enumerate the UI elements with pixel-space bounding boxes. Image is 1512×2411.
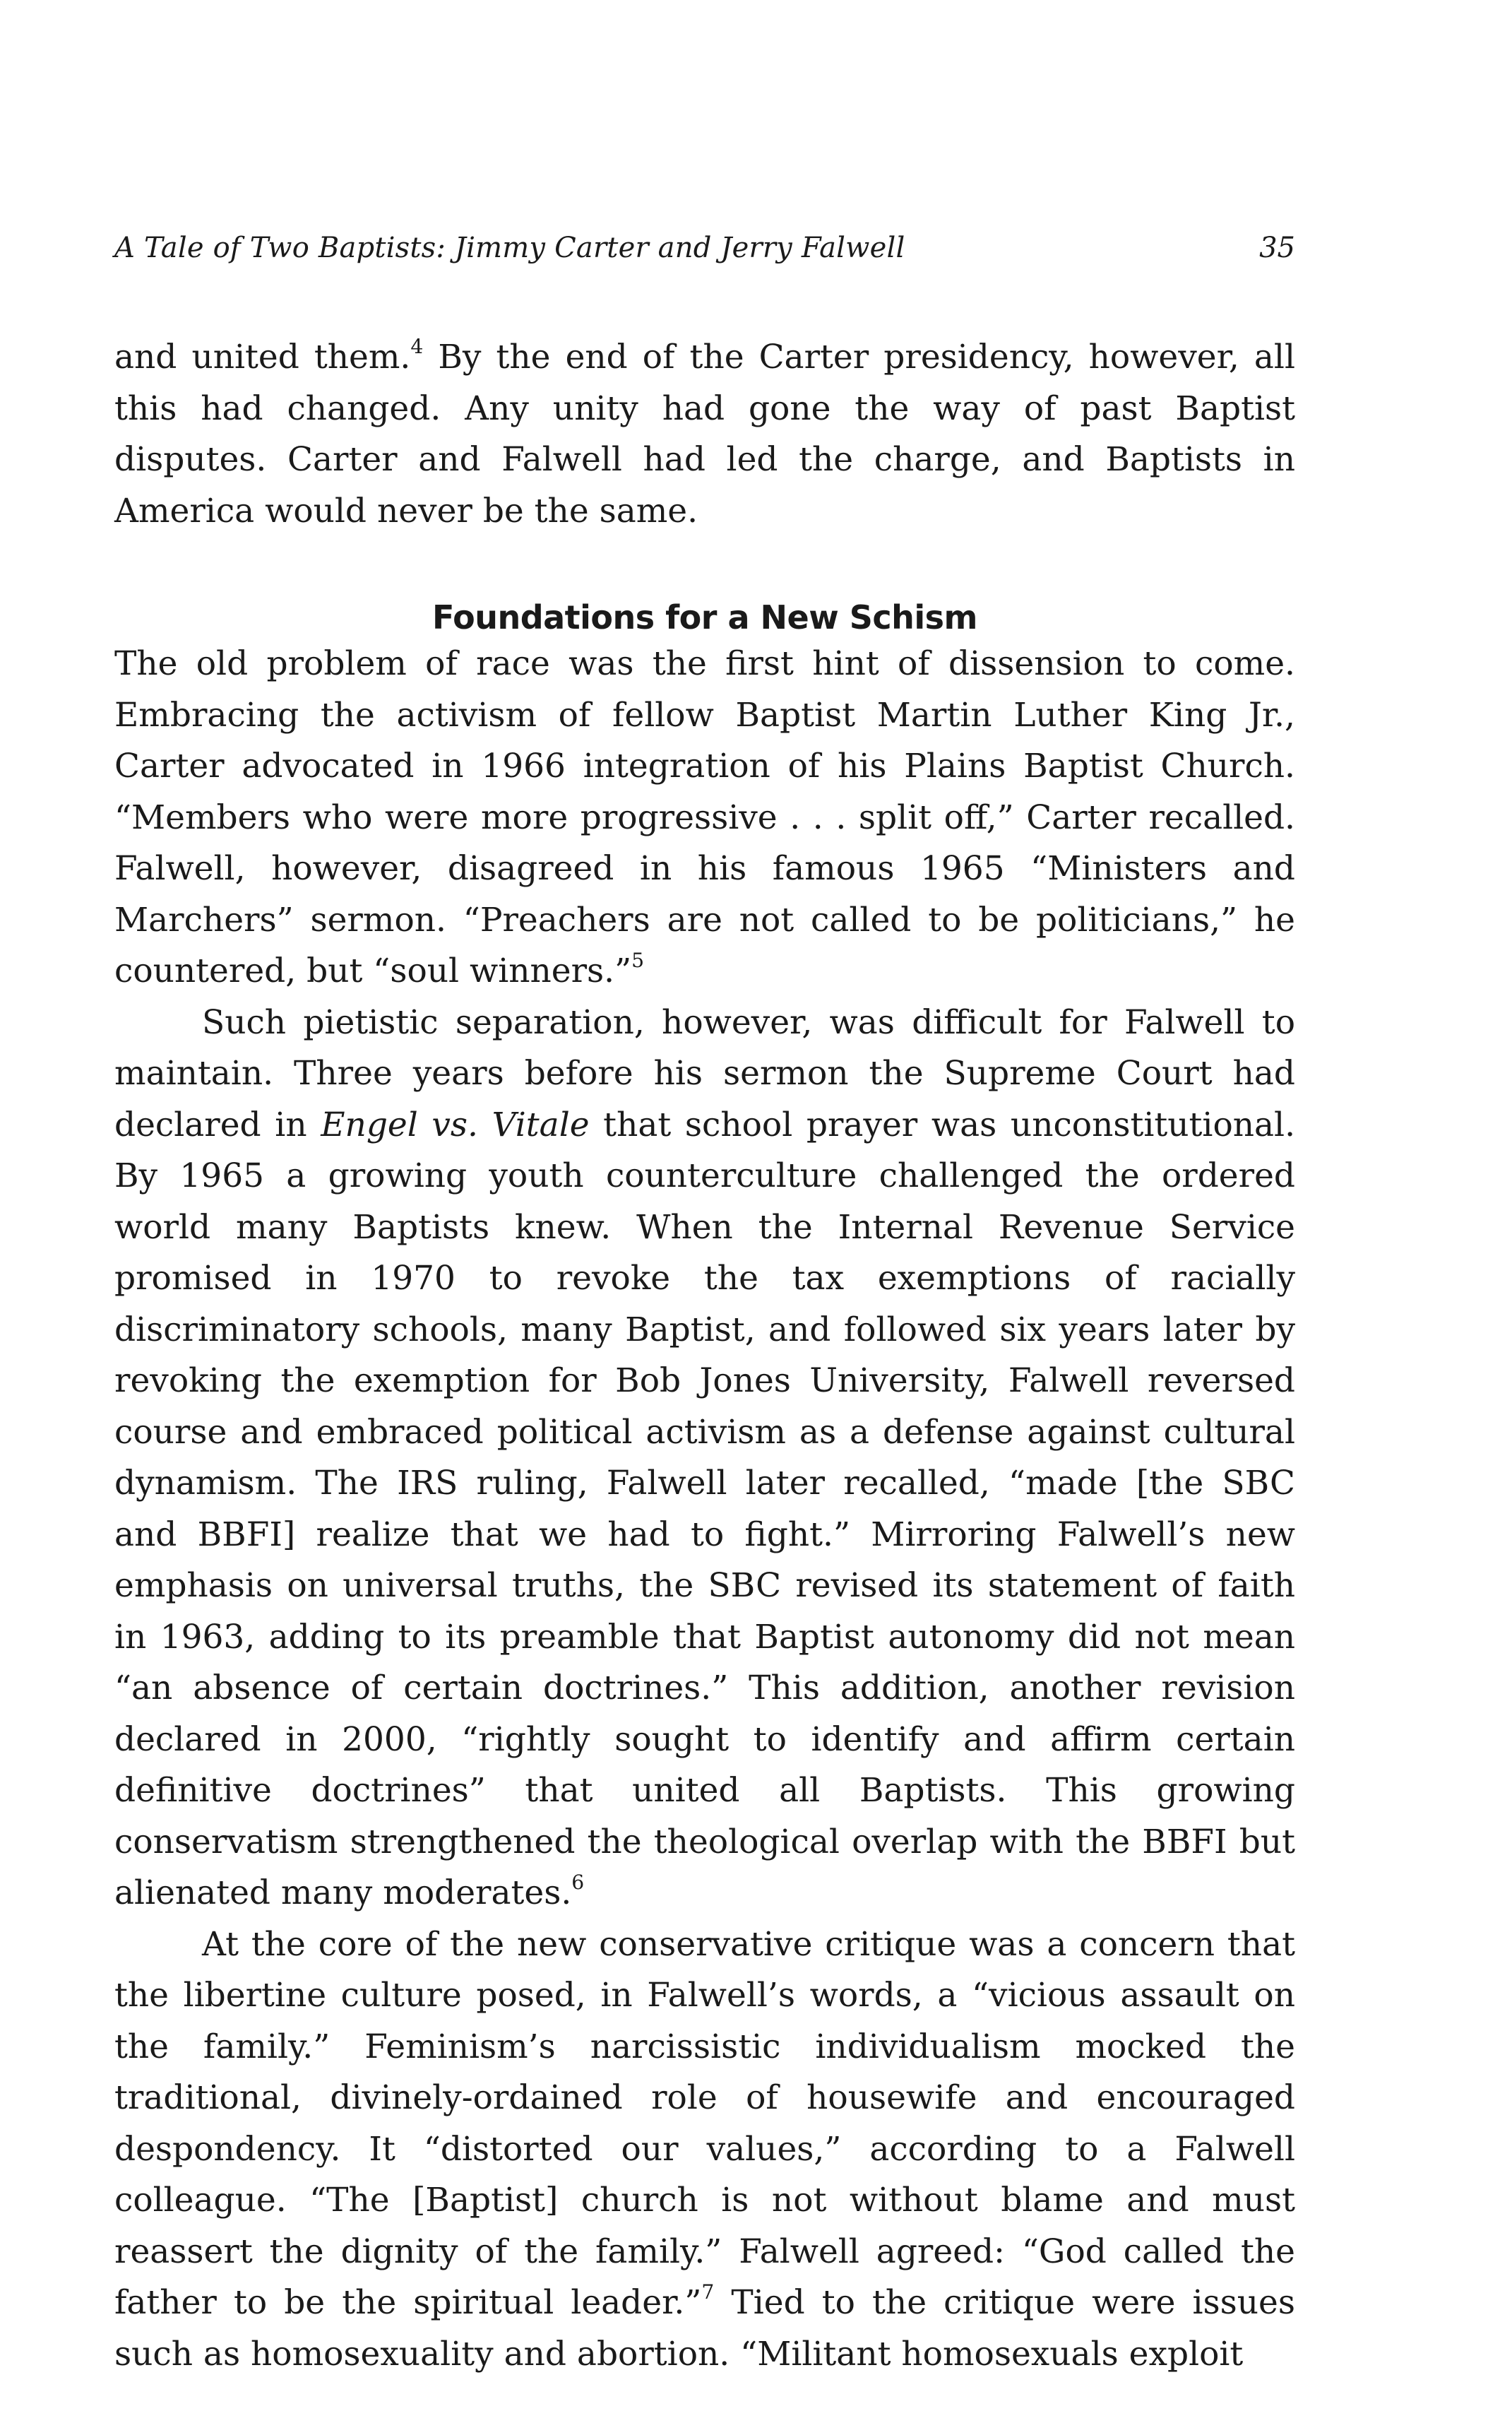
page-number: 35 [1259, 232, 1295, 264]
paragraph-separation-text-1: Such pietistic separation, however, was difficult for Falwell to maintain. Three years before his sermon the Supreme Court had declared in [114, 1002, 1295, 1144]
intro-text-1: and united them. [114, 338, 411, 377]
intro-text-2: By the end of the Carter presidency, however, all this had changed. Any unity had gone the way of past Baptist disputes. Carter and Falwell had led the charge, and Baptists in America would never be the same. [114, 338, 1295, 531]
paragraph-separation-text-2: that school prayer was unconstitutional. By 1965 a growing youth counterculture challenged the ordered world many Baptists knew. When the Internal Revenue Service promised in 1970 to revoke the tax exemptions of racially discriminatory schools, many Baptist, and followed six years later by revoking the exemption for Bob Jones University, Falwell reversed course and embraced political activism as a defense against cultural dynamism. The IRS ruling, Falwell later recalled, “made [the SBC and BBFI] realize that we had to fight.” Mirroring Falwell’s new emphasis on universal truths, the SBC revised its statement of faith in 1963, adding to its preamble that Baptist autonomy did not mean “an absence of certain doctrines.” This addition, another revision declared in 2000, “rightly sought to identify and affirm certain definitive doctrines” that united all Baptists. This growing conservatism strengthened the theological overlap with the BBFI but alienated many moderates. [114, 1105, 1296, 1912]
footnote-ref-7: 7 [701, 2280, 715, 2304]
paragraph-critique [114, 1919, 1295, 2381]
footnote-ref-4: 4 [410, 334, 424, 358]
paragraph-race-text: The old problem of race was the first hint of dissension to come. Embracing the activism of fellow Baptist Martin Luther King Jr., Carter advocated in 1966 integration of his Plains Baptist Church. “Members who were more progressive . . . split off,” Carter recalled. Falwell, however, disagreed in his famous 1965 “Ministers and Marchers” sermon. “Preachers are not called to be politicians,” he countered, but “soul winners.” [114, 644, 1295, 990]
paragraph-race [114, 639, 1295, 997]
body-text [114, 332, 1295, 2380]
footnote-ref-5: 5 [631, 948, 645, 972]
intro-paragraph [114, 332, 1295, 537]
paragraph-critique-text-2: Tied to the critique were issues such as homosexuality and abortion. “Militant homosexuals exploit [114, 2283, 1295, 2374]
running-title: A Tale of Two Baptists: Jimmy Carter and Jerry Falwell [114, 232, 905, 264]
section-heading: Foundations for a New Schism [432, 598, 977, 636]
footnote-ref-6: 6 [571, 1870, 585, 1894]
paragraph-critique-text-1: At the core of the new conservative critique was a concern that the libertine culture posed, in Falwell’s words, a “vicious assault on the family.” Feminism’s narcissistic individualism mocked the traditional, divinely-ordained role of housewife and encouraged despondency. It “distorted our values,” according to a Falwell colleague. “The [Baptist] church is not without blame and must reassert the dignity of the family.” Falwell agreed: “God called the father to be the spiritual leader.” [114, 1924, 1295, 2322]
running-head [114, 232, 1295, 274]
case-name: Engel vs. Vitale [321, 1105, 590, 1144]
paragraph-separation [114, 997, 1295, 1919]
